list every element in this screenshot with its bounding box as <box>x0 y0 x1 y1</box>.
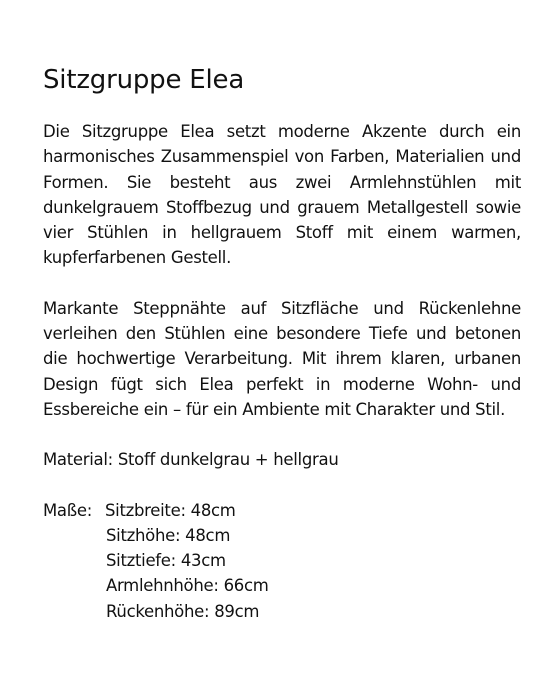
measures-list <box>105 498 269 624</box>
product-description <box>43 62 521 624</box>
description-paragraph-1: Die Sitzgruppe Elea setzt moderne Akzente durch ein harmonisches Zusammenspiel von Farben, Materialien und Formen. Sie besteht aus zwei Armlehnstühlen mit dunkelgrauem Stoffbezug und grauem Metallgestell sowie vier Stühlen in hellgrauem Stoff mit einem warmen, kupferfarbenen Gestell. <box>43 122 521 268</box>
description-paragraph-2: Markante Steppnähte auf Sitzfläche und Rückenlehne verleihen den Stühlen eine besondere Tiefe und betonen die hochwertige Verarbeitung. Mit ihrem klaren, urbanen Design fügt sich Elea perfekt in moderne Wohn- und Essbereiche ein – für ein Ambiente mit Charakter und Stil. <box>43 298 521 419</box>
measure-seat-height: Sitzhöhe: 48cm <box>106 525 231 545</box>
measures-label: Maße: <box>43 500 92 520</box>
measure-armrest-height: Armlehnhöhe: 66cm <box>106 576 269 596</box>
page-title: Sitzgruppe Elea <box>43 65 245 95</box>
measure-back-height: Rückenhöhe: 89cm <box>106 601 260 621</box>
measure-seat-width: Sitzbreite: 48cm <box>105 500 236 520</box>
measure-seat-depth: Sitztiefe: 43cm <box>106 551 226 571</box>
measures-block <box>43 498 521 624</box>
material-line: Material: Stoff dunkelgrau + hellgrau <box>43 450 339 470</box>
